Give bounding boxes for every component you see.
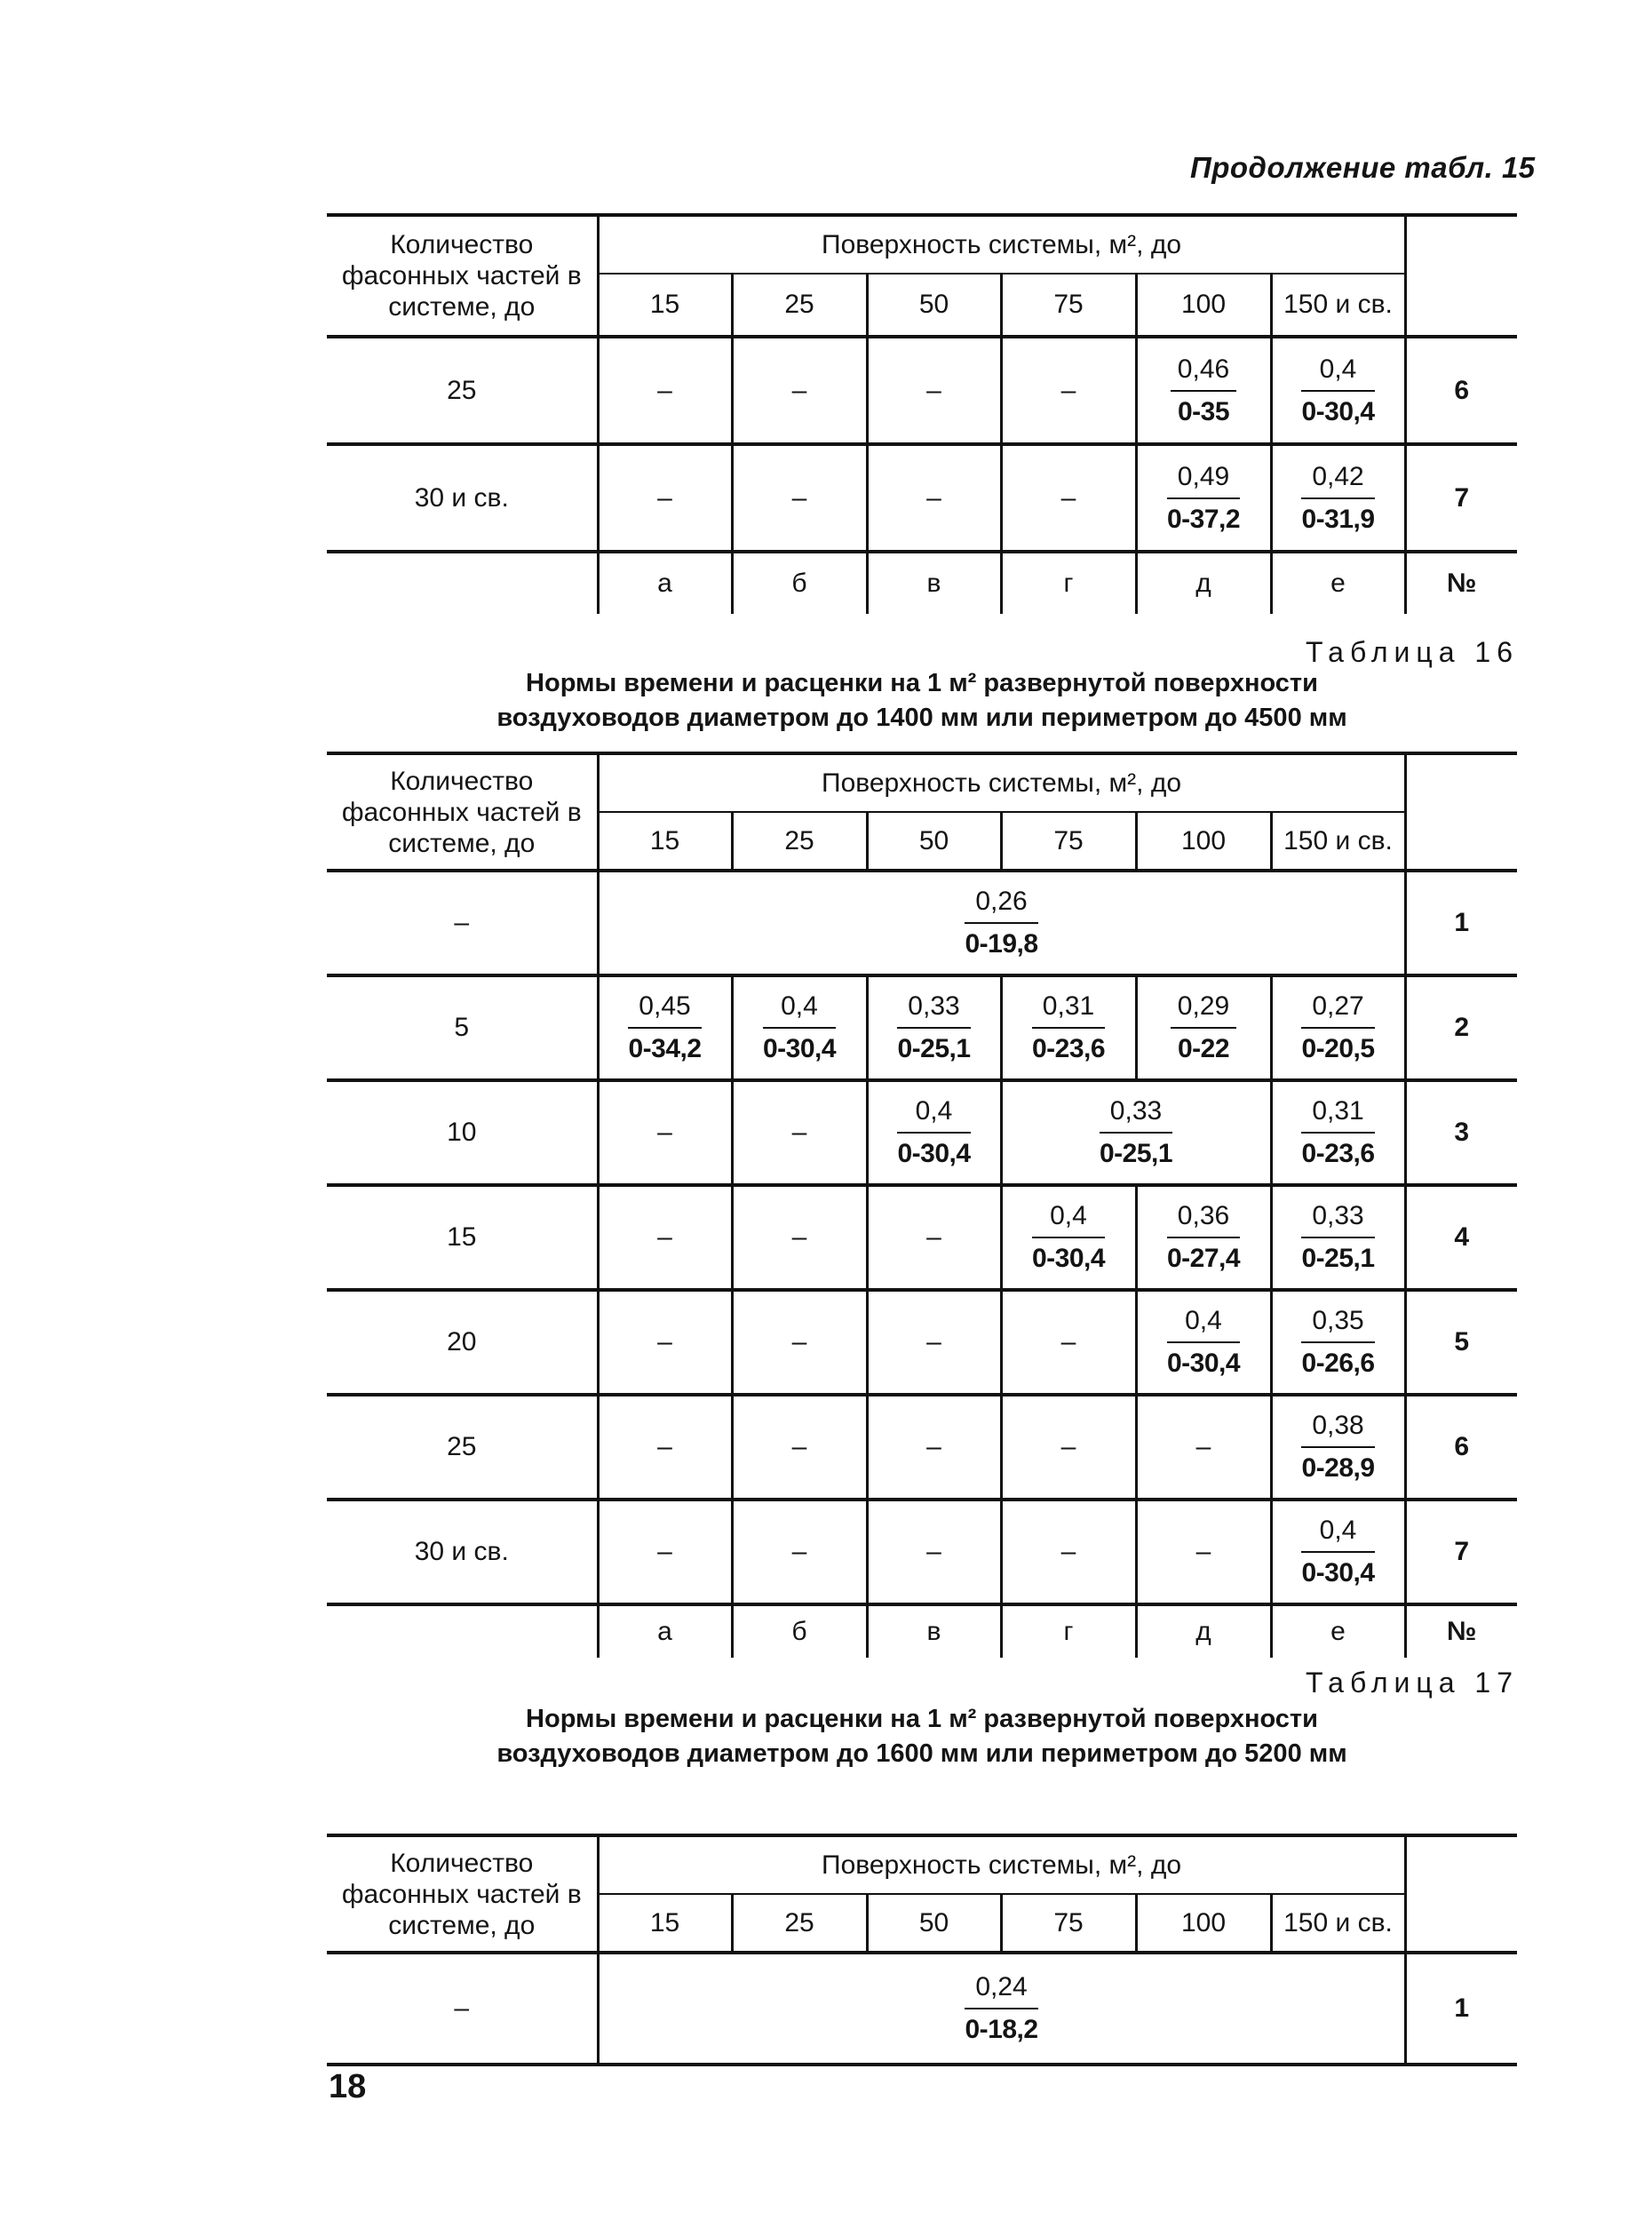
norm-fraction: $\frac{0,38}{0-28,9}$ xyxy=(1301,1411,1375,1483)
col-header: 25 xyxy=(732,274,867,337)
header-parts: Количество фасонных частей в системе, до xyxy=(327,1835,598,1953)
table-row xyxy=(327,1290,1517,1395)
norm-fraction: $\frac{0,4}{0-30,4}$ xyxy=(1031,1201,1106,1273)
norm-fraction: $\frac{0,27}{0-20,5}$ xyxy=(1301,991,1375,1063)
empty-cell: – xyxy=(732,1395,867,1500)
empty-cell: – xyxy=(598,1500,732,1604)
row-label: – xyxy=(327,1953,598,2065)
column-letter: в xyxy=(867,552,1001,614)
empty-cell: – xyxy=(598,1395,732,1500)
column-letter: в xyxy=(867,1604,1001,1658)
table-row xyxy=(327,337,1517,444)
col-header: 50 xyxy=(867,812,1001,871)
empty-cell: – xyxy=(867,1500,1001,1604)
col-header: 75 xyxy=(1001,1894,1136,1953)
row-number: 1 xyxy=(1405,871,1517,975)
column-letter: д xyxy=(1136,552,1271,614)
column-letter: г xyxy=(1001,1604,1136,1658)
table-17-title: Нормы времени и расценки на 1 м² развернутой поверхности воздуховодов диаметром до 1600 мм или периметром до 5200 мм xyxy=(496,1705,1347,1768)
norm-fraction: $\frac{0,33}{0-25,1}$ xyxy=(897,991,971,1063)
col-header: 15 xyxy=(598,274,732,337)
col-header: 50 xyxy=(867,274,1001,337)
col-header: 150 и св. xyxy=(1271,812,1405,871)
norm-fraction: $\frac{0,4}{0-30,4}$ xyxy=(762,991,837,1063)
table-row xyxy=(327,1500,1517,1604)
norm-fraction: $\frac{0,35}{0-26,6}$ xyxy=(1301,1306,1375,1378)
table-row xyxy=(327,871,1517,975)
header-number-blank xyxy=(1405,1835,1517,1953)
empty-cell: – xyxy=(732,1080,867,1185)
continuation-label: Продолжение табл. 15 xyxy=(1190,151,1536,184)
empty-cell: – xyxy=(867,1395,1001,1500)
number-sign: № xyxy=(1447,1617,1477,1646)
table-row xyxy=(327,1185,1517,1290)
norm-fraction: $\frac{0,31}{0-23,6}$ xyxy=(1031,991,1106,1063)
empty-cell: – xyxy=(598,1080,732,1185)
column-letter: а xyxy=(598,1604,732,1658)
row-number: 4 xyxy=(1405,1185,1517,1290)
empty-cell: – xyxy=(1136,1395,1271,1500)
table-row xyxy=(327,444,1517,552)
norm-fraction: $\frac{0,36}{0-27,4}$ xyxy=(1166,1201,1241,1273)
header-parts: Количество фасонных частей в системе, до xyxy=(327,215,598,337)
empty-cell: – xyxy=(732,1185,867,1290)
col-header: 15 xyxy=(598,812,732,871)
empty-cell: – xyxy=(598,1290,732,1395)
empty-cell: – xyxy=(1001,1395,1136,1500)
table-17 xyxy=(327,1834,1517,2066)
norm-fraction: $\frac{0,4}{0-30,4}$ xyxy=(1301,354,1375,426)
column-letters-row xyxy=(327,552,1517,614)
row-label: 30 и св. xyxy=(327,444,598,552)
column-letter: б xyxy=(732,552,867,614)
table-row xyxy=(327,1395,1517,1500)
number-sign: № xyxy=(1447,569,1477,598)
empty-cell: – xyxy=(732,1500,867,1604)
column-letter: е xyxy=(1271,552,1405,614)
row-number: 6 xyxy=(1405,1395,1517,1500)
col-header: 25 xyxy=(732,812,867,871)
empty-cell: – xyxy=(732,444,867,552)
norm-fraction: $\frac{0,42}{0-31,9}$ xyxy=(1301,461,1375,534)
header-surface: Поверхность системы, м², до xyxy=(598,1835,1405,1894)
row-number: 7 xyxy=(1405,444,1517,552)
empty-cell: – xyxy=(1136,1500,1271,1604)
norm-fraction: $\frac{0,29}{0-22}$ xyxy=(1171,991,1236,1064)
empty-cell: – xyxy=(1001,1500,1136,1604)
header-surface: Поверхность системы, м², до xyxy=(598,215,1405,274)
norm-fraction: $\frac{0,4}{0-30,4}$ xyxy=(897,1096,971,1168)
norm-fraction: $\frac{0,31}{0-23,6}$ xyxy=(1301,1096,1375,1168)
row-number: 6 xyxy=(1405,337,1517,444)
table-16-title: Нормы времени и расценки на 1 м² развернутой поверхности воздуховодов диаметром до 1400 мм или периметром до 4500 мм xyxy=(496,669,1347,732)
page-number: 18 xyxy=(329,2068,367,2105)
header-surface: Поверхность системы, м², до xyxy=(598,753,1405,812)
row-label: 20 xyxy=(327,1290,598,1395)
table-15-continuation xyxy=(327,213,1517,614)
row-number: 3 xyxy=(1405,1080,1517,1185)
norm-fraction: $\frac{0,49}{0-37,2}$ xyxy=(1166,461,1241,534)
header-number-blank xyxy=(1405,215,1517,337)
norm-fraction: $\frac{0,4}{0-30,4}$ xyxy=(1166,1306,1241,1378)
col-header: 50 xyxy=(867,1894,1001,1953)
column-letter: б xyxy=(732,1604,867,1658)
row-label: 25 xyxy=(327,1395,598,1500)
norm-fraction: $\frac{0,4}{0-30,4}$ xyxy=(1301,1516,1375,1587)
table-row xyxy=(327,1953,1517,2065)
col-header: 100 xyxy=(1136,812,1271,871)
col-header: 100 xyxy=(1136,1894,1271,1953)
norm-fraction: $\frac{0,33}{0-25,1}$ xyxy=(1301,1201,1375,1273)
row-label: 30 и св. xyxy=(327,1500,598,1604)
row-number: 7 xyxy=(1405,1500,1517,1604)
row-label: 15 xyxy=(327,1185,598,1290)
empty-cell: – xyxy=(598,1185,732,1290)
col-header: 15 xyxy=(598,1894,732,1953)
norm-fraction: $\frac{0,33}{0-25,1}$ xyxy=(1099,1096,1173,1168)
empty-cell: – xyxy=(1001,444,1136,552)
row-number: 5 xyxy=(1405,1290,1517,1395)
column-letter: а xyxy=(598,552,732,614)
norm-fraction: $\frac{0,46}{0-35}$ xyxy=(1171,354,1236,427)
column-letter: д xyxy=(1136,1604,1271,1658)
norm-fraction: $\frac{0,24}{0-18,2}$ xyxy=(965,1972,1038,2044)
col-header: 100 xyxy=(1136,274,1271,337)
empty-cell: – xyxy=(732,1290,867,1395)
empty-cell: – xyxy=(1001,1290,1136,1395)
empty-cell: – xyxy=(1001,337,1136,444)
table-row xyxy=(327,975,1517,1080)
empty-cell: – xyxy=(867,337,1001,444)
col-header: 25 xyxy=(732,1894,867,1953)
row-label: – xyxy=(327,871,598,975)
norm-fraction: $\frac{0,26}{0-19,8}$ xyxy=(965,887,1038,959)
norm-fraction: $\frac{0,45}{0-34,2}$ xyxy=(628,991,702,1063)
empty-cell: – xyxy=(867,1185,1001,1290)
col-header: 75 xyxy=(1001,812,1136,871)
table-16 xyxy=(327,752,1517,1658)
header-parts: Количество фасонных частей в системе, до xyxy=(327,753,598,871)
table-16-label: Таблица 16 xyxy=(1306,636,1519,668)
row-number: 1 xyxy=(1405,1953,1517,2065)
column-letters-row xyxy=(327,1604,1517,1658)
column-letter: е xyxy=(1271,1604,1405,1658)
row-number: 2 xyxy=(1405,975,1517,1080)
table-row xyxy=(327,1080,1517,1185)
column-letter: г xyxy=(1001,552,1136,614)
empty-cell: – xyxy=(598,444,732,552)
table-17-label: Таблица 17 xyxy=(1306,1667,1519,1699)
row-label: 25 xyxy=(327,337,598,444)
empty-cell: – xyxy=(867,1290,1001,1395)
row-label: 10 xyxy=(327,1080,598,1185)
empty-cell: – xyxy=(598,337,732,444)
empty-cell: – xyxy=(867,444,1001,552)
col-header: 75 xyxy=(1001,274,1136,337)
row-label: 5 xyxy=(327,975,598,1080)
empty-cell: – xyxy=(732,337,867,444)
col-header: 150 и св. xyxy=(1271,274,1405,337)
header-number-blank xyxy=(1405,753,1517,871)
col-header: 150 и св. xyxy=(1271,1894,1405,1953)
